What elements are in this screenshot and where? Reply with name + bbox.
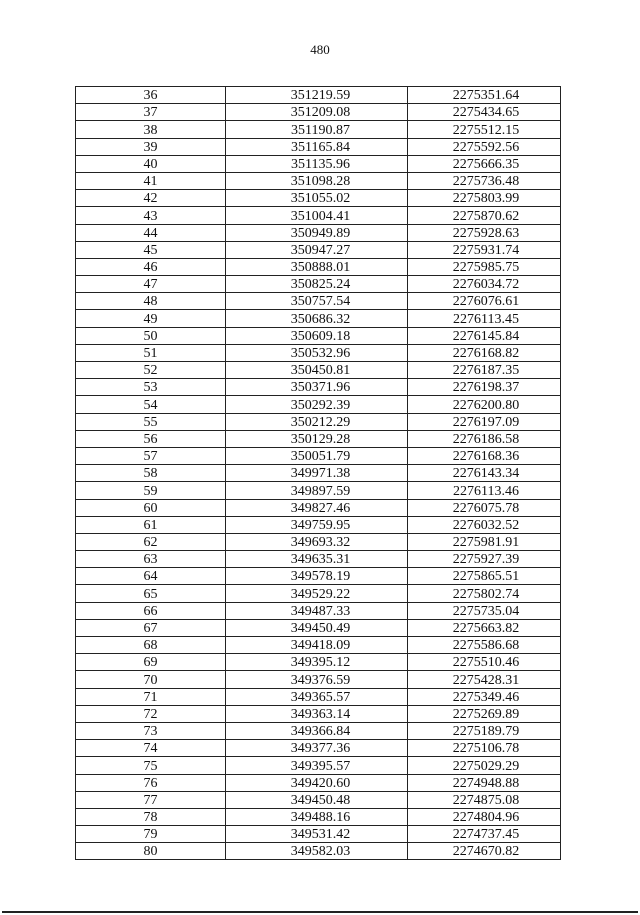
x-coordinate-cell: 351055.02 <box>226 190 408 207</box>
table-row <box>76 172 561 189</box>
table-row <box>76 499 561 516</box>
table-row <box>76 155 561 172</box>
y-coordinate-cell: 2275663.82 <box>408 619 561 636</box>
point-number-cell: 75 <box>76 757 226 774</box>
table-row <box>76 722 561 739</box>
x-coordinate-cell: 349578.19 <box>226 568 408 585</box>
y-coordinate-cell: 2276168.82 <box>408 344 561 361</box>
x-coordinate-cell: 350212.29 <box>226 413 408 430</box>
point-number-cell: 47 <box>76 276 226 293</box>
x-coordinate-cell: 349582.03 <box>226 843 408 860</box>
point-number-cell: 52 <box>76 362 226 379</box>
table-row <box>76 121 561 138</box>
x-coordinate-cell: 349363.14 <box>226 705 408 722</box>
y-coordinate-cell: 2276113.45 <box>408 310 561 327</box>
page-number: 480 <box>310 42 330 57</box>
point-number-cell: 62 <box>76 533 226 550</box>
y-coordinate-cell: 2275927.39 <box>408 551 561 568</box>
point-number-cell: 36 <box>76 87 226 104</box>
x-coordinate-cell: 351190.87 <box>226 121 408 138</box>
point-number-cell: 66 <box>76 602 226 619</box>
table-row <box>76 774 561 791</box>
table-row <box>76 207 561 224</box>
y-coordinate-cell: 2276113.46 <box>408 482 561 499</box>
y-coordinate-cell: 2275865.51 <box>408 568 561 585</box>
x-coordinate-cell: 350888.01 <box>226 258 408 275</box>
table-row <box>76 465 561 482</box>
point-number-cell: 73 <box>76 722 226 739</box>
point-number-cell: 68 <box>76 637 226 654</box>
y-coordinate-cell: 2275586.68 <box>408 637 561 654</box>
table-row <box>76 293 561 310</box>
y-coordinate-cell: 2275802.74 <box>408 585 561 602</box>
point-number-cell: 43 <box>76 207 226 224</box>
table-row <box>76 413 561 430</box>
table-row <box>76 482 561 499</box>
point-number-cell: 44 <box>76 224 226 241</box>
point-number-cell: 77 <box>76 791 226 808</box>
table-row <box>76 224 561 241</box>
x-coordinate-cell: 349450.48 <box>226 791 408 808</box>
point-number-cell: 71 <box>76 688 226 705</box>
x-coordinate-cell: 350532.96 <box>226 344 408 361</box>
x-coordinate-cell: 351209.08 <box>226 104 408 121</box>
x-coordinate-cell: 350609.18 <box>226 327 408 344</box>
point-number-cell: 61 <box>76 516 226 533</box>
point-number-cell: 48 <box>76 293 226 310</box>
point-number-cell: 74 <box>76 740 226 757</box>
table-row <box>76 276 561 293</box>
x-coordinate-cell: 349531.42 <box>226 826 408 843</box>
point-number-cell: 59 <box>76 482 226 499</box>
point-number-cell: 63 <box>76 551 226 568</box>
y-coordinate-cell: 2276168.36 <box>408 447 561 464</box>
table-row <box>76 104 561 121</box>
table-row <box>76 258 561 275</box>
point-number-cell: 50 <box>76 327 226 344</box>
x-coordinate-cell: 349759.95 <box>226 516 408 533</box>
x-coordinate-cell: 349693.32 <box>226 533 408 550</box>
x-coordinate-cell: 349395.57 <box>226 757 408 774</box>
table-body <box>76 87 561 860</box>
x-coordinate-cell: 350757.54 <box>226 293 408 310</box>
table-row <box>76 379 561 396</box>
y-coordinate-cell: 2275510.46 <box>408 654 561 671</box>
table-row <box>76 87 561 104</box>
x-coordinate-cell: 349365.57 <box>226 688 408 705</box>
coordinates-table <box>75 86 561 860</box>
point-number-cell: 38 <box>76 121 226 138</box>
y-coordinate-cell: 2275512.15 <box>408 121 561 138</box>
y-coordinate-cell: 2275269.89 <box>408 705 561 722</box>
table-row <box>76 826 561 843</box>
y-coordinate-cell: 2274875.08 <box>408 791 561 808</box>
table-row <box>76 619 561 636</box>
table-row <box>76 791 561 808</box>
x-coordinate-cell: 349529.22 <box>226 585 408 602</box>
table-row <box>76 396 561 413</box>
y-coordinate-cell: 2275803.99 <box>408 190 561 207</box>
point-number-cell: 65 <box>76 585 226 602</box>
point-number-cell: 76 <box>76 774 226 791</box>
point-number-cell: 42 <box>76 190 226 207</box>
x-coordinate-cell: 350949.89 <box>226 224 408 241</box>
x-coordinate-cell: 349635.31 <box>226 551 408 568</box>
x-coordinate-cell: 349377.36 <box>226 740 408 757</box>
y-coordinate-cell: 2275434.65 <box>408 104 561 121</box>
y-coordinate-cell: 2275931.74 <box>408 241 561 258</box>
table-row <box>76 585 561 602</box>
y-coordinate-cell: 2275428.31 <box>408 671 561 688</box>
point-number-cell: 79 <box>76 826 226 843</box>
point-number-cell: 69 <box>76 654 226 671</box>
table-row <box>76 740 561 757</box>
point-number-cell: 57 <box>76 447 226 464</box>
x-coordinate-cell: 349420.60 <box>226 774 408 791</box>
y-coordinate-cell: 2275351.64 <box>408 87 561 104</box>
table-row <box>76 533 561 550</box>
y-coordinate-cell: 2276187.35 <box>408 362 561 379</box>
x-coordinate-cell: 351098.28 <box>226 172 408 189</box>
y-coordinate-cell: 2276198.37 <box>408 379 561 396</box>
point-number-cell: 54 <box>76 396 226 413</box>
x-coordinate-cell: 349366.84 <box>226 722 408 739</box>
y-coordinate-cell: 2275928.63 <box>408 224 561 241</box>
table-row <box>76 327 561 344</box>
y-coordinate-cell: 2275592.56 <box>408 138 561 155</box>
point-number-cell: 49 <box>76 310 226 327</box>
point-number-cell: 60 <box>76 499 226 516</box>
table-row <box>76 602 561 619</box>
y-coordinate-cell: 2275189.79 <box>408 722 561 739</box>
point-number-cell: 53 <box>76 379 226 396</box>
point-number-cell: 56 <box>76 430 226 447</box>
table-row <box>76 637 561 654</box>
y-coordinate-cell: 2274804.96 <box>408 808 561 825</box>
x-coordinate-cell: 350129.28 <box>226 430 408 447</box>
y-coordinate-cell: 2276034.72 <box>408 276 561 293</box>
table-row <box>76 138 561 155</box>
point-number-cell: 51 <box>76 344 226 361</box>
y-coordinate-cell: 2276200.80 <box>408 396 561 413</box>
x-coordinate-cell: 349897.59 <box>226 482 408 499</box>
x-coordinate-cell: 350292.39 <box>226 396 408 413</box>
table-row <box>76 688 561 705</box>
y-coordinate-cell: 2275106.78 <box>408 740 561 757</box>
bottom-rule <box>2 911 638 913</box>
point-number-cell: 78 <box>76 808 226 825</box>
table-row <box>76 671 561 688</box>
y-coordinate-cell: 2274737.45 <box>408 826 561 843</box>
x-coordinate-cell: 350051.79 <box>226 447 408 464</box>
point-number-cell: 70 <box>76 671 226 688</box>
table-row <box>76 705 561 722</box>
y-coordinate-cell: 2275736.48 <box>408 172 561 189</box>
y-coordinate-cell: 2274948.88 <box>408 774 561 791</box>
x-coordinate-cell: 350825.24 <box>226 276 408 293</box>
point-number-cell: 55 <box>76 413 226 430</box>
x-coordinate-cell: 349827.46 <box>226 499 408 516</box>
y-coordinate-cell: 2275735.04 <box>408 602 561 619</box>
point-number-cell: 72 <box>76 705 226 722</box>
table-row <box>76 430 561 447</box>
y-coordinate-cell: 2276032.52 <box>408 516 561 533</box>
table-row <box>76 447 561 464</box>
y-coordinate-cell: 2274670.82 <box>408 843 561 860</box>
x-coordinate-cell: 349418.09 <box>226 637 408 654</box>
y-coordinate-cell: 2275870.62 <box>408 207 561 224</box>
point-number-cell: 45 <box>76 241 226 258</box>
table-row <box>76 843 561 860</box>
x-coordinate-cell: 350686.32 <box>226 310 408 327</box>
x-coordinate-cell: 351219.59 <box>226 87 408 104</box>
point-number-cell: 67 <box>76 619 226 636</box>
y-coordinate-cell: 2276076.61 <box>408 293 561 310</box>
point-number-cell: 80 <box>76 843 226 860</box>
table-row <box>76 757 561 774</box>
y-coordinate-cell: 2276197.09 <box>408 413 561 430</box>
point-number-cell: 39 <box>76 138 226 155</box>
x-coordinate-cell: 351135.96 <box>226 155 408 172</box>
table-row <box>76 241 561 258</box>
table-row <box>76 654 561 671</box>
y-coordinate-cell: 2276145.84 <box>408 327 561 344</box>
y-coordinate-cell: 2276075.78 <box>408 499 561 516</box>
point-number-cell: 37 <box>76 104 226 121</box>
point-number-cell: 40 <box>76 155 226 172</box>
x-coordinate-cell: 349450.49 <box>226 619 408 636</box>
y-coordinate-cell: 2275029.29 <box>408 757 561 774</box>
table-row <box>76 362 561 379</box>
x-coordinate-cell: 350450.81 <box>226 362 408 379</box>
x-coordinate-cell: 351004.41 <box>226 207 408 224</box>
table-row <box>76 310 561 327</box>
table-row <box>76 551 561 568</box>
y-coordinate-cell: 2276143.34 <box>408 465 561 482</box>
y-coordinate-cell: 2275981.91 <box>408 533 561 550</box>
x-coordinate-cell: 349971.38 <box>226 465 408 482</box>
table-row <box>76 568 561 585</box>
point-number-cell: 58 <box>76 465 226 482</box>
x-coordinate-cell: 350947.27 <box>226 241 408 258</box>
point-number-cell: 46 <box>76 258 226 275</box>
y-coordinate-cell: 2275666.35 <box>408 155 561 172</box>
table-row <box>76 808 561 825</box>
y-coordinate-cell: 2275349.46 <box>408 688 561 705</box>
y-coordinate-cell: 2276186.58 <box>408 430 561 447</box>
y-coordinate-cell: 2275985.75 <box>408 258 561 275</box>
x-coordinate-cell: 349395.12 <box>226 654 408 671</box>
table-row <box>76 190 561 207</box>
x-coordinate-cell: 349376.59 <box>226 671 408 688</box>
table-row <box>76 344 561 361</box>
point-number-cell: 41 <box>76 172 226 189</box>
x-coordinate-cell: 349488.16 <box>226 808 408 825</box>
point-number-cell: 64 <box>76 568 226 585</box>
x-coordinate-cell: 351165.84 <box>226 138 408 155</box>
x-coordinate-cell: 349487.33 <box>226 602 408 619</box>
table-row <box>76 516 561 533</box>
x-coordinate-cell: 350371.96 <box>226 379 408 396</box>
